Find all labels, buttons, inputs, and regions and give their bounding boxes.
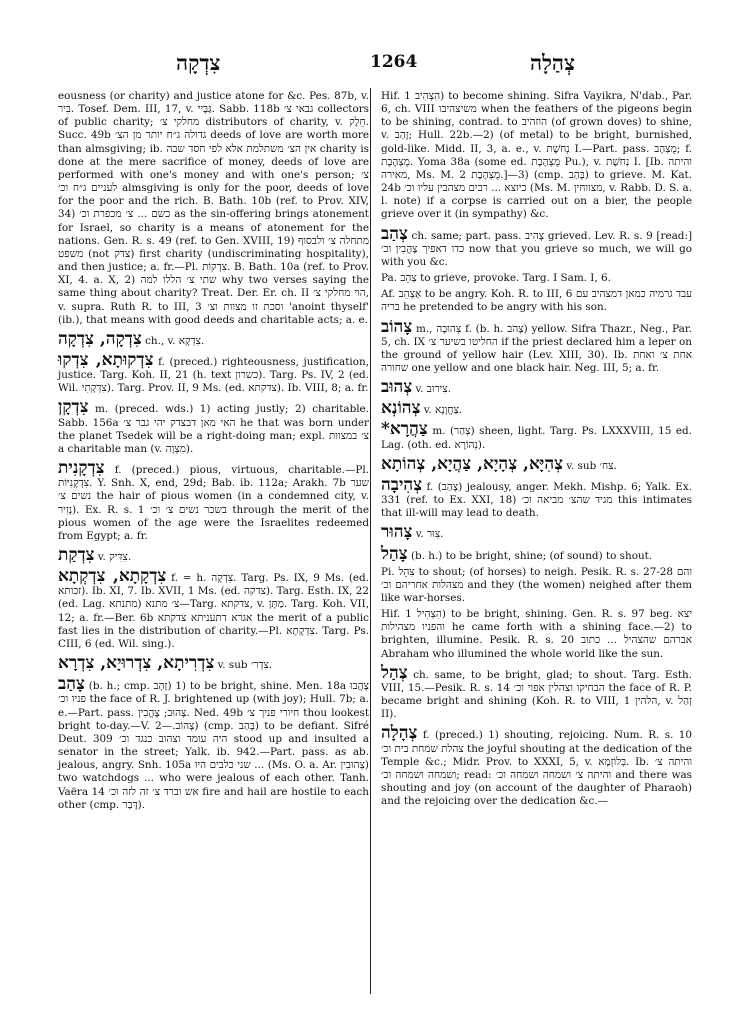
entry-headword: צִדְרִיתָא, צִדְרוּיָא, צִדְרָא bbox=[58, 653, 215, 674]
dictionary-entry bbox=[381, 378, 692, 396]
entry-headword: צִדְקָנִית bbox=[58, 458, 105, 479]
entry-text: f. (preced.) righteousness, justification, justice. Targ. Koh. II, 21 (h. text כשרון). Targ. Ps. IV, 2 (ed. Wil. צִדְקָתִי). Targ. Prov. II, 9 Ms. (ed. צדקתא). Ib. VIII, 8; a. fr. bbox=[58, 355, 369, 395]
entry-headword: צִדְקָה, צִדְקָה bbox=[58, 328, 142, 349]
entry-headword: צָהוֹב bbox=[381, 316, 413, 337]
dictionary-entry bbox=[381, 476, 692, 520]
page-header bbox=[58, 50, 710, 76]
entry-text: f. = h. צִדְקָה. Targ. Ps. IX, 9 Ms. (ed. זכותא). Ib. XI, 7. Ib. XVII, 1 Ms. (ed. צדקה). Targ. Esth. IX, 22 (ed. Lag. מתנתא) צ׳ מתנא—Targ. צדקתא, v. מַתָּן. Targ. Koh. VII, 12; a. fr.—Ber. 6b אגרא דתעניתא צדקתא the merit of a public fast lies in the distribution of charity.—Pl. צִדְקָתָא. Targ. Ps. CIII, 6 (ed. Wil. sing.). bbox=[58, 572, 370, 650]
right-column bbox=[381, 90, 692, 811]
dictionary-entry bbox=[381, 545, 692, 563]
entry-text: Pi. צִהֵל to shout; (of horses) to neigh. Pesik. R. s. 27-28 והם מצהלות אחריהם וכ׳ and they (the women) neighed after them like war-horses. bbox=[381, 565, 693, 604]
entry-text: m., צְהוּבָה f. (b. h. צָהֹב) yellow. Sifra Thazr., Neg., Par. 5, ch. IX החליטו בשיער צ׳ if the priest declared him a leper on the ground of yellow hair (Lev. XIII, 30). Ib. אחת צ׳ ואחת שחורה one yellow and one black hair. Neg. III, 5; a. fr. bbox=[381, 322, 692, 374]
dictionary-entry bbox=[381, 724, 692, 808]
dictionary-entry bbox=[58, 654, 369, 672]
entry-headword: צָהוּר bbox=[381, 522, 413, 543]
entry-headword: צְהַב bbox=[381, 223, 408, 244]
entry-text: v. צִדִּיק. bbox=[94, 551, 132, 563]
column-divider bbox=[370, 88, 371, 994]
entry-text: eousness (or charity) and justice atone for &c. Pes. 87b, v. בִּיר. Tosef. Dem. III, 17, v. גַּבָּיי. Sabb. 118b גבאי צ׳ collectors of public charity; מחלקי צ׳ distributors of charity, v. חֵלֶק. Succ. 49b גדולה ג״ח יותר מן הצ׳ deeds of love are worth more than almsgiving; ib. אין הצ׳ משתלמת אלא לפי חסד שבה charity is done at the mere sacrifice of money, deeds of love are performed with one's money and with one's person; צ׳ לעניים ג״ח וכ׳ almsgiving is only for the poor, deeds of love for the poor and the rich. B. Bath. 10b (ref. to Prov. XIV, 34) כשם ... צ׳ מכפרת וכ׳ as the sin-offering brings atonement for Israel, so charity is a means of atonement for the nations. Gen. R. s. 49 (ref. to Gen. XVIII, 19) מתחלה צ׳ ולבסוף משפט (not צדק) first charity (undiscriminating hospitality), and then justice; a. fr.—Pl. צִדְקוֹת. B. Bath. 10a (ref. to Prov. XI, 4. a. X, 2) שתי צ׳ הללו למה why two verses saying the same thing about charity? Treat. Der. Er. ch. II הוי מחלקי צ׳, v. supra. Ruth R. to III, 3 וסכת זו מצוות וצ׳ 'anoint thyself' (ib.), that means with good deeds and charitable acts; a. e. bbox=[58, 90, 370, 326]
dictionary-entry bbox=[58, 90, 369, 327]
entry-text: v. sub צח׳. bbox=[563, 459, 617, 472]
entry-text: (b. h.) to be bright, shine; (of sound) to shout. bbox=[407, 549, 653, 562]
entry-text: f. (preced.) 1) shouting, rejoicing. Num. R. s. 10 צהלת שמחת בית וכ׳ the joyful shouting at the dedication of the Temple &c.; Midr. Prov. to XXXI, 5, v. בְּלוֹזְמָא. Ib. והיתה צ׳ ושמחה ושמחה וכ׳; read: והיתה צ׳ ושמחה ושמחה וכ׳ and there was shouting and joy (on account of the daughter of Pharaoh) and the rejoicing over the dedication &c.— bbox=[381, 729, 693, 808]
entry-headword: צְהוּב bbox=[381, 377, 413, 398]
entry-text: Af. אַצְהֵב to be angry. Koh. R. to III, 6 עבד גרמיה כמאן דמצהיב עם בריה he pretended to be angry with his son. bbox=[381, 288, 692, 314]
dictionary-entry bbox=[381, 272, 692, 285]
entry-text: Hif. הִצְהִיל 1) to be bright, shining. Gen. R. s. 97 beg. יצא והפניו מצהילות he came forth with a shining face.—2) to brighten, illumine. Pesik. R. s. 20 אברהם שהצהיל ... כתוב Abraham who illumined the whole world like the sun. bbox=[381, 608, 692, 660]
dictionary-entry bbox=[58, 675, 369, 812]
dictionary-entry bbox=[58, 459, 369, 543]
entry-headword: *צַהֲרָא bbox=[381, 419, 428, 440]
dictionary-entry bbox=[381, 225, 692, 269]
entry-headword: צְהָלָה bbox=[381, 723, 418, 744]
entry-text: v. sub צִדְר׳. bbox=[214, 659, 273, 672]
left-column bbox=[58, 90, 369, 815]
entry-text: ch., v. צִדְקָא. bbox=[141, 334, 205, 347]
entry-headword: צִדְקַת bbox=[58, 545, 95, 565]
entry-headword: צְהַל bbox=[381, 662, 408, 683]
dictionary-entry bbox=[381, 90, 692, 222]
entry-text: v. צַחֲוָנָא. bbox=[420, 404, 463, 417]
dictionary-entry bbox=[381, 318, 692, 376]
entry-text: (b. h.; cmp. זָהָב) 1) to be bright, shine. Men. 18a צָהֲבוּ פניו וכ׳ the face of R. J. brightened up (with joy); Hull. 7b; a. e.—Part. pass. צָהוּב; צָהֳבִין. Ned. 49b חיורי פניך צ׳ thou lookest bright to-day.—V. צָהוֹב.—2) (cmp. בָּהַב) to be defiant. Sifré Deut. 309 היה עומד וצהוב כנגד וכ׳ stood up and insulted a senator in the street; Yalk. ib. 942.—Part. pass. as ab. jealous, angry. Snh. 105a שני כלבים היו ... (Ms. O. a. Ar. צְהוּבִין) two watchdogs ... who were jealous of each other. Tanh. Vaëra 14 אש וברד צ׳ זה לזה וכ׳ fire and hail are hostile to each other (cmp. דָּבַר). bbox=[58, 680, 370, 811]
entry-text: m. (צְהַר) sheen, light. Targ. Ps. LXXXVIII, 15 ed. Lag. (oth. ed. נְהוֹרָא). bbox=[381, 425, 692, 451]
dictionary-entry bbox=[381, 566, 692, 605]
entry-headword: צְהִיבָה bbox=[381, 474, 423, 495]
entry-text: v. צִירוּב. bbox=[412, 383, 452, 396]
dictionary-entry bbox=[381, 523, 692, 541]
dictionary-entry bbox=[381, 420, 692, 451]
left-running-headword: צִדְקָה bbox=[176, 50, 221, 75]
entry-headword: צָהַל bbox=[381, 543, 408, 564]
dictionary-entry bbox=[58, 546, 369, 564]
entry-headword: צָהַב bbox=[58, 674, 85, 695]
entry-text: ch. same; part. pass. צָהִיב grieved. Lev. R. s. 9 [read:] כדו דאפיך צָהֲבִין וכ׳ now that you grieve so much, we will go with you &c. bbox=[381, 229, 693, 268]
entry-text: ch. same, to be bright, glad; to shout. Targ. Esth. VIII, 15.—Pesik. R. s. 14 הבחיקו וצהלין אפוי וכ׳ the face of R. P. became bright and shining (Koh. R. to VIII, 1 הלהין, v. זְהַל II). bbox=[381, 668, 692, 721]
entry-text: Hif. הִצְהִיב 1) to become shining. Sifra Vayikra, N'dab., Par. 6, ch. VIII משיצהיבו when the feathers of the pigeons begin to be shining, contrad. to הוזהיב (of grown doves) to shine, v. זָהַב; Hull. 22b.—2) (of metal) to be bright, burnished, gold-like. Midd. II, 3, a. e., v. נְחֹשֶׁת I.—Part. pass. מֻצְהָב; f. מֻצְהֶבֶת. Yoma 38a (some ed. מֻצְהֶבֶת Pu.), v. נְחֹשֶׁת I. [Ib. והיתה מאירה, Ms. M. 2 מֻצְהֶבֶת.]—3) (cmp. בָּהַב) to grieve. M. Kat. 24b כיוצא ... רבים מצהבין עליו וכ׳ (Ms. M. מצווחין, v. Rabb. D. S. a. l. note) if a corpse is carried out on a bier, the people grieve over it (in sympathy) &c. bbox=[381, 90, 693, 221]
entry-text: v. צִוּר. bbox=[412, 528, 444, 541]
entry-headword: צִדְקָתָא, צִדְקְתָא bbox=[58, 566, 167, 587]
dictionary-entry bbox=[381, 608, 692, 661]
entry-text: f. (צָהַב) jealousy, anger. Mekh. Mishp. 6; Yalk. Ex. 331 (ref. to Ex. XXI, 18) מגיד שהצ׳ מביאה וכ׳ this intimates that ill-will may lead to death. bbox=[381, 480, 693, 520]
dictionary-entry bbox=[58, 398, 369, 456]
entry-headword: צִדְקוּתָא, צִדְקוּ bbox=[58, 349, 154, 370]
dictionary-entry bbox=[58, 330, 369, 348]
dictionary-entry bbox=[381, 455, 692, 473]
right-running-headword: צְהַלָה bbox=[530, 50, 575, 75]
entry-headword: צְהוֹנְא bbox=[381, 398, 421, 419]
entry-headword: צְהִיָּא, צְהָיָא, צַהֲיָא, צְהוֹתָא bbox=[381, 453, 564, 474]
page-number: 1264 bbox=[370, 52, 418, 72]
dictionary-entry bbox=[58, 351, 369, 395]
entry-text: m. (preced. wds.) 1) acting justly; 2) charitable. Sabb. 156a האי מאן דבצדק יהי גבר צ׳ he that was born under the planet Tsedek will be a right-doing man; expl. צ׳ במצוות a charitable man (v. מִצְוָה). bbox=[58, 403, 370, 455]
entry-text: f. (preced.) pious, virtuous, charitable.—Pl. צִדְקָנִיּוֹת. Y. Snh. X, end, 29d; Bab. ib. 112a; Arakh. 7b שער נשים צ׳ the hair of pious women (in a condemned city, v. נְזִיר). Ex. R. s. 1 בשכר נשים צ׳ וכ׳ through the merit of the pious women of the age were the Israelites redeemed from Egypt; a. fr. bbox=[58, 464, 370, 542]
entry-text: Pa. צַהֵב to grieve, provoke. Targ. I Sam. I, 6. bbox=[381, 272, 611, 285]
dictionary-entry bbox=[381, 399, 692, 417]
dictionary-entry bbox=[58, 567, 369, 651]
dictionary-entry bbox=[381, 664, 692, 722]
dictionary-entry bbox=[381, 288, 692, 314]
entry-headword: צִדְקָן bbox=[58, 397, 89, 418]
